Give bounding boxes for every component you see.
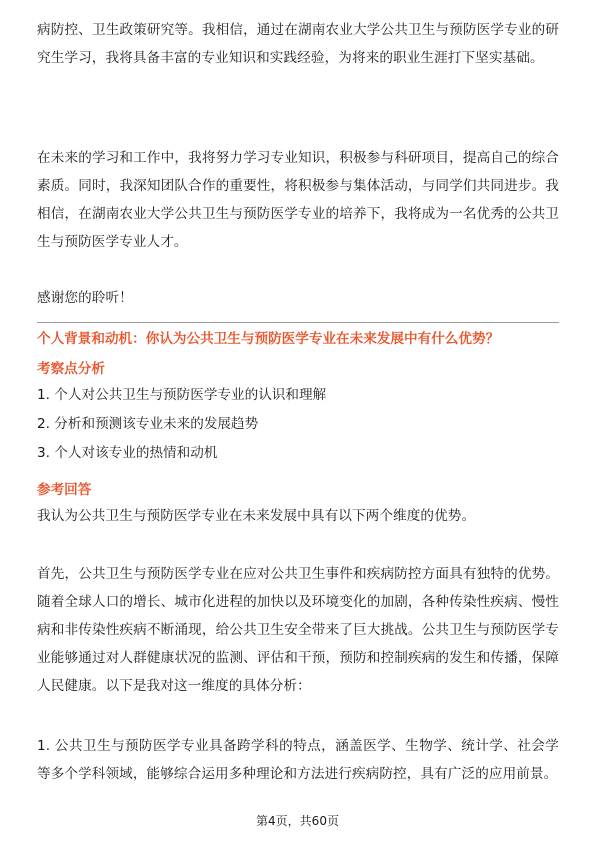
answer-point-1: 1. 公共卫生与预防医学专业具备跨学科的特点，涵盖医学、生物学、统计学、社会学等多个学科领域，能够综合运用多种理论和方法进行疾病防控，具有广泛的应用前景。: [37, 738, 559, 782]
answer-first-dimension: 首先，公共卫生与预防医学专业在应对公共卫生事件和疾病防控方面具有独特的优势。随着全球人口的增长、城市化进程的加快以及环境变化的加剧，各种传染性疾病、慢性病和非传染性疾病不断涌现，给公共卫生安全带来了巨大挑战。公共卫生与预防医学专业能够通过对人群健康状况的监测、评估和干预，预防和控制疾病的发生和传播，保障人民健康。以下是我对这一维度的具体分析：: [37, 566, 559, 694]
analysis-list: [37, 381, 559, 468]
analysis-point: 3. 个人对该专业的热情和动机: [37, 445, 218, 461]
paragraph-thanks: 感谢您的聆听！: [37, 290, 133, 306]
analysis-point: 1. 个人对公共卫生与预防医学专业的认识和理解: [37, 387, 327, 403]
analysis-point: 2. 分析和预测该专业未来的发展趋势: [37, 416, 259, 432]
page-number: 第4页，共60页: [256, 814, 339, 828]
question-heading: 个人背景和动机：你认为公共卫生与预防医学专业在未来发展中有什么优势？: [37, 331, 500, 347]
paragraph-study-plan: 病防控、卫生政策研究等。我相信，通过在湖南农业大学公共卫生与预防医学专业的研究生学习，我将具备丰富的专业知识和实践经验，为将来的职业生涯打下坚实基础。: [37, 22, 559, 66]
paragraph-future-goals: 在未来的学习和工作中，我将努力学习专业知识，积极参与科研项目，提高自己的综合素质。同时，我深知团队合作的重要性，将积极参与集体活动，与同学们共同进步。我相信，在湖南农业大学公共卫生与预防医学专业的培养下，我将成为一名优秀的公共卫生与预防医学专业人才。: [37, 150, 559, 250]
answer-intro: 我认为公共卫生与预防医学专业在未来发展中具有以下两个维度的优势。: [37, 508, 476, 524]
section-divider: [37, 322, 559, 323]
analysis-label: 考察点分析: [37, 361, 105, 377]
answer-label: 参考回答: [37, 482, 92, 498]
